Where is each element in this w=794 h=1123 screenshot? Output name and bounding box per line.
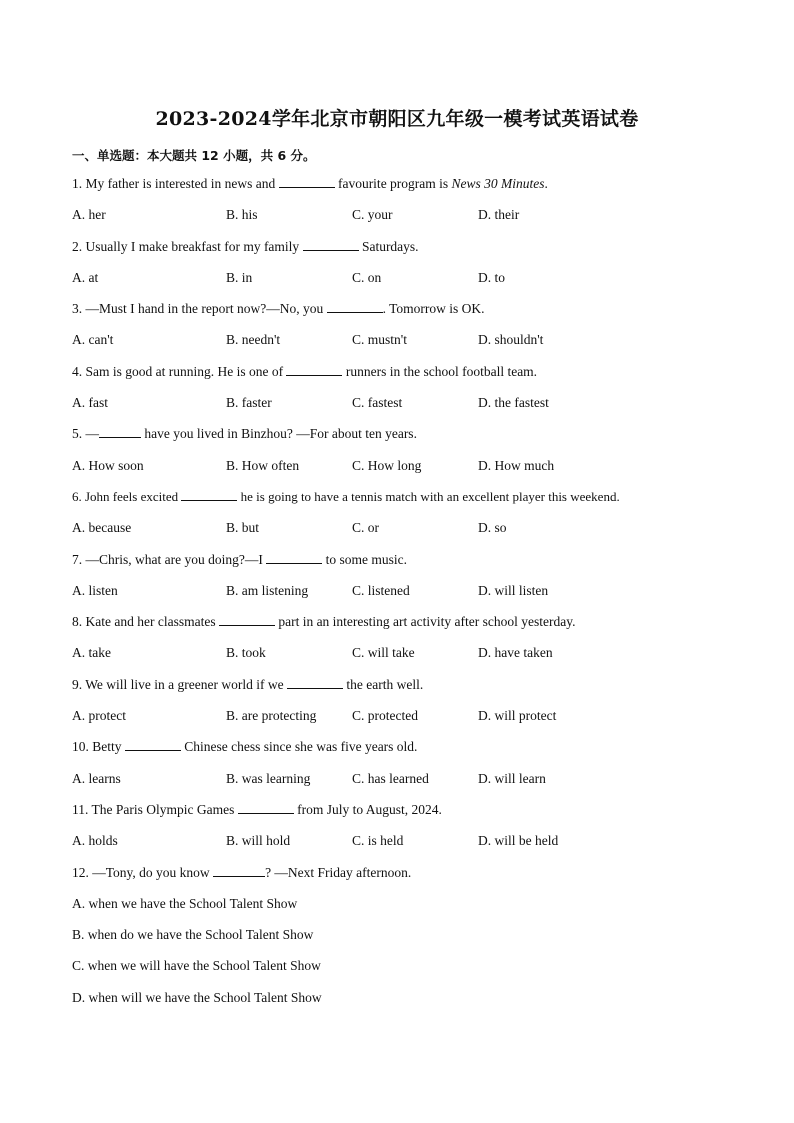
options-7: [72, 579, 732, 610]
options-10: [72, 767, 732, 798]
question-7: [72, 548, 732, 579]
option-b[interactable]: B. was learning: [226, 770, 311, 786]
option-b[interactable]: B. in: [226, 269, 253, 285]
option-d[interactable]: D. have taken: [478, 645, 553, 661]
option-d[interactable]: D. their: [478, 207, 520, 223]
option-c[interactable]: C. will take: [352, 645, 415, 661]
options-3: [72, 328, 732, 359]
option-b[interactable]: B. will hold: [226, 833, 291, 849]
option-d[interactable]: D. shouldn't: [478, 332, 544, 348]
option-a[interactable]: A. protect: [72, 708, 126, 724]
option-b[interactable]: B. needn't: [226, 332, 281, 348]
option-d[interactable]: D. will listen: [478, 582, 549, 598]
option-d[interactable]: D. when will we have the School Talent Show: [72, 989, 322, 1005]
answer-blank: [125, 736, 181, 751]
option-a[interactable]: A. when we have the School Talent Show: [72, 895, 298, 911]
question-text: . Tomorrow is OK.: [382, 301, 485, 317]
options-6: [72, 516, 732, 547]
question-text: 3. —Must I hand in the report now?—No, you: [72, 301, 327, 317]
answer-blank: [238, 799, 294, 814]
question-text: ? —Next Friday afternoon.: [265, 864, 412, 880]
question-text: .: [544, 176, 548, 191]
question-11: [72, 798, 732, 829]
option-d[interactable]: D. will learn: [478, 770, 546, 786]
option-c[interactable]: C. fastest: [352, 395, 403, 411]
question-text: 8. Kate and her classmates: [72, 614, 219, 630]
question-10: [72, 735, 732, 766]
option-c[interactable]: C. on: [352, 269, 382, 285]
question-text: 10. Betty: [72, 739, 125, 755]
option-a[interactable]: A. take: [72, 645, 111, 661]
option-d[interactable]: D. will protect: [478, 708, 557, 724]
option-d[interactable]: D. so: [478, 520, 507, 536]
option-c[interactable]: C. or: [352, 520, 379, 536]
question-text: 2. Usually I make breakfast for my family: [72, 238, 303, 254]
option-d[interactable]: D. to: [478, 269, 505, 285]
page-title: 2023-2024学年北京市朝阳区九年级一模考试英语试卷: [155, 108, 639, 130]
option-d[interactable]: D. the fastest: [478, 395, 549, 411]
option-a[interactable]: A. her: [72, 207, 106, 223]
option-a[interactable]: A. at: [72, 269, 99, 285]
question-text: to some music.: [322, 551, 407, 567]
question-text: from July to August, 2024.: [293, 801, 442, 817]
option-c[interactable]: C. is held: [352, 833, 404, 849]
options-9: [72, 704, 732, 735]
options-5: [72, 454, 732, 485]
question-6: [72, 485, 732, 516]
option-c[interactable]: C. How long: [352, 457, 422, 473]
question-text: the earth well.: [342, 676, 424, 692]
question-list: [72, 172, 732, 1017]
option-a[interactable]: A. can't: [72, 332, 114, 348]
question-2: [72, 235, 732, 266]
option-b[interactable]: B. when do we have the School Talent Show: [72, 927, 314, 943]
option-b[interactable]: B. took: [226, 645, 266, 661]
option-b[interactable]: B. but: [226, 520, 260, 536]
question-9: [72, 673, 732, 704]
answer-blank: [303, 236, 359, 251]
question-text: 9. We will live in a greener world if we: [72, 676, 287, 692]
answer-blank: [219, 611, 275, 626]
question-text: 12. —Tony, do you know: [72, 864, 214, 880]
option-c[interactable]: C. when we will have the School Talent Show: [72, 958, 321, 974]
options-4: [72, 391, 732, 422]
option-c[interactable]: C. listened: [352, 582, 410, 598]
answer-blank: [213, 862, 265, 877]
option-a[interactable]: A. holds: [72, 833, 118, 849]
options-2: [72, 266, 732, 297]
answer-blank: [287, 674, 343, 689]
question-text: he is going to have a tennis match with an excellent player this weekend.: [237, 488, 620, 504]
option-d[interactable]: D. will be held: [478, 833, 559, 849]
question-text: have you lived in Binzhou? —For about ten years.: [141, 426, 417, 442]
answer-blank: [99, 423, 141, 438]
section-heading: 一、单选题：本大题共 12 小题，共 6 分。: [72, 148, 316, 163]
question-text: Saturdays.: [358, 238, 419, 254]
answer-blank: [286, 361, 342, 376]
answer-blank: [181, 486, 237, 501]
option-a[interactable]: A. How soon: [72, 457, 144, 473]
option-b[interactable]: B. faster: [226, 395, 272, 411]
question-8: [72, 610, 732, 641]
question-text: 7. —Chris, what are you doing?—I: [72, 551, 267, 567]
options-8: [72, 641, 732, 672]
question-text: 1. My father is interested in news and: [72, 176, 279, 191]
question-text: runners in the school football team.: [342, 363, 538, 379]
question-text: Chinese chess since she was five years old.: [180, 739, 418, 755]
options-1: [72, 203, 732, 234]
question-3: [72, 297, 732, 328]
question-text: 11. The Paris Olympic Games: [72, 801, 238, 817]
answer-blank: [327, 298, 383, 313]
question-text: 6. John feels excited: [72, 488, 182, 504]
option-a[interactable]: A. because: [72, 520, 132, 536]
option-d[interactable]: D. How much: [478, 457, 555, 473]
question-4: [72, 360, 732, 391]
question-text: 4. Sam is good at running. He is one of: [72, 363, 287, 379]
option-a[interactable]: A. fast: [72, 395, 108, 411]
option-b[interactable]: B. am listening: [226, 582, 309, 598]
option-c[interactable]: C. has learned: [352, 770, 429, 786]
answer-blank: [279, 173, 335, 188]
question-5: [72, 422, 732, 453]
option-c[interactable]: C. mustn't: [352, 332, 407, 348]
question-italic-text: News 30 Minutes: [451, 176, 545, 191]
option-a[interactable]: A. listen: [72, 582, 118, 598]
question-12: [72, 861, 732, 892]
question-text: 5. —: [72, 426, 99, 442]
answer-blank: [266, 549, 322, 564]
question-text: part in an interesting art activity after school yesterday.: [274, 614, 576, 630]
option-b[interactable]: B. are protecting: [226, 708, 317, 724]
option-b[interactable]: B. his: [226, 207, 258, 223]
options-11: [72, 829, 732, 860]
question-text: favourite program is: [334, 176, 452, 191]
option-c[interactable]: C. your: [352, 207, 393, 223]
option-b[interactable]: B. How often: [226, 457, 300, 473]
question-1: [72, 172, 732, 203]
option-c[interactable]: C. protected: [352, 708, 418, 724]
option-a[interactable]: A. learns: [72, 770, 121, 786]
